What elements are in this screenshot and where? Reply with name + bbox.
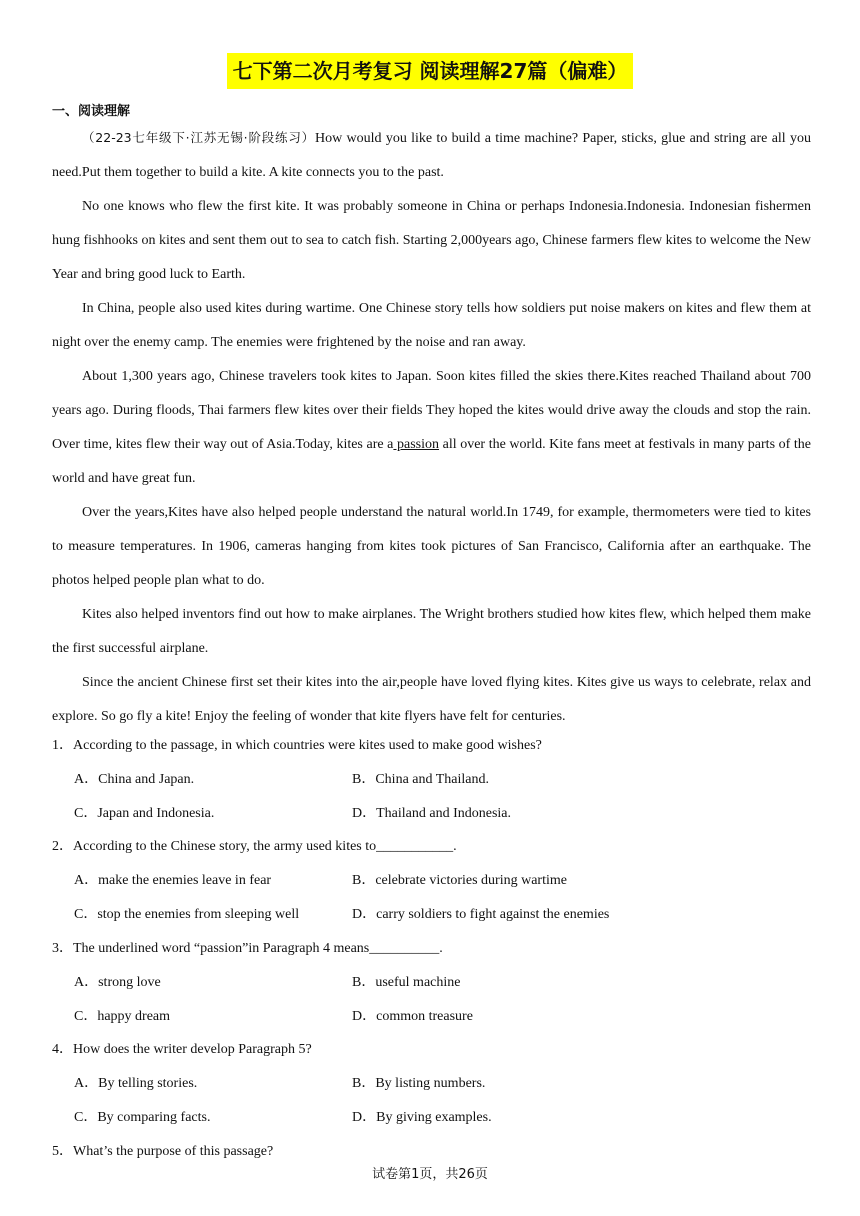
q3-option-d[interactable]: D．common treasure: [352, 1009, 473, 1024]
passage-paragraph-2: No one knows who flew the first kite. It was probably someone in China or perhaps Indonesia.Indonesia. Indonesian fishermen hung fishhooks on kites and sent them out to sea to catch fish. Starting 2,000years ago, Chinese farmers flew kites to welcome the New Year and bring good luck to Earth.: [52, 199, 811, 282]
question-2: 2．According to the Chinese story, the army used kites to___________.: [52, 839, 457, 854]
q3-option-b[interactable]: B．useful machine: [352, 975, 461, 990]
q4-option-c[interactable]: C．By comparing facts.: [74, 1110, 211, 1125]
section-heading: 一、阅读理解: [52, 104, 131, 119]
q1-option-a[interactable]: A．China and Japan.: [74, 772, 195, 787]
passage-paragraph-3: In China, people also used kites during wartime. One Chinese story tells how soldiers put noise makers on kites and flew them at night over the enemy camp. The enemies were frightened by the noise and ran away.: [52, 301, 811, 350]
q2-option-b[interactable]: B．celebrate victories during wartime: [352, 873, 567, 888]
q4-option-d[interactable]: D．By giving examples.: [352, 1110, 492, 1125]
title-wrap: [0, 53, 860, 89]
q4-option-a[interactable]: A．By telling stories.: [74, 1076, 198, 1091]
passage-paragraph-7: Since the ancient Chinese first set their kites into the air,people have loved flying kites. Kites give us ways to celebrate, relax and explore. So go fly a kite! Enjoy the feeling of wonder that kite flyers have felt for centuries.: [52, 675, 811, 724]
q2-option-d[interactable]: D．carry soldiers to fight against the enemies: [352, 907, 610, 922]
passage-paragraph-5: Over the years,Kites have also helped people understand the natural world.In 1749, for example, thermometers were tied to kites to measure temperatures. In 1906, cameras hanging from kites took pictures of San Francisco, California after an earthquake. The photos helped people plan what to do.: [52, 505, 811, 588]
question-source: （22-23七年级下·江苏无锡·阶段练习）: [82, 130, 315, 145]
q1-option-b[interactable]: B．China and Thailand.: [352, 772, 489, 787]
reading-passage: [52, 121, 811, 734]
page-footer: 试卷第1页，共26页: [372, 1167, 488, 1182]
question-5: 5．What’s the purpose of this passage?: [52, 1144, 274, 1159]
passage-paragraph-1: （22-23七年级下·江苏无锡·阶段练习）How would you like to build a time machine? Paper, sticks, glue and string are all you need.Put them together to build a kite. A kite connects you to the past.: [52, 130, 811, 180]
question-4: 4．How does the writer develop Paragraph 5?: [52, 1042, 312, 1057]
q3-option-a[interactable]: A．strong love: [74, 975, 161, 990]
q1-option-d[interactable]: D．Thailand and Indonesia.: [352, 806, 512, 821]
question-3: 3．The underlined word “passion”in Paragraph 4 means__________.: [52, 941, 443, 956]
q4-option-b[interactable]: B．By listing numbers.: [352, 1076, 486, 1091]
passage-paragraph-4: About 1,300 years ago, Chinese travelers took kites to Japan. Soon kites filled the skies there.Kites reached Thailand about 700 years ago. During floods, Thai farmers flew kites over their fields They hoped the kites would drive away the clouds and stop the rain. Over time, kites flew their way out of Asia.Today, kites are a passion all over the world. Kite fans meet at festivals in many parts of the world and have great fun.: [52, 369, 811, 486]
q2-option-a[interactable]: A．make the enemies leave in fear: [74, 873, 272, 888]
q2-option-c[interactable]: C．stop the enemies from sleeping well: [74, 907, 300, 922]
page-title: 七下第二次月考复习 阅读理解27篇（偏难）: [227, 53, 634, 89]
q1-option-c[interactable]: C．Japan and Indonesia.: [74, 806, 215, 821]
passage-paragraph-6: Kites also helped inventors find out how to make airplanes. The Wright brothers studied how kites flew, which helped them make the first successful airplane.: [52, 607, 811, 656]
q3-option-c[interactable]: C．happy dream: [74, 1009, 171, 1024]
question-1: 1．According to the passage, in which countries were kites used to make good wishes?: [52, 738, 542, 753]
underlined-word: passion: [393, 437, 440, 452]
